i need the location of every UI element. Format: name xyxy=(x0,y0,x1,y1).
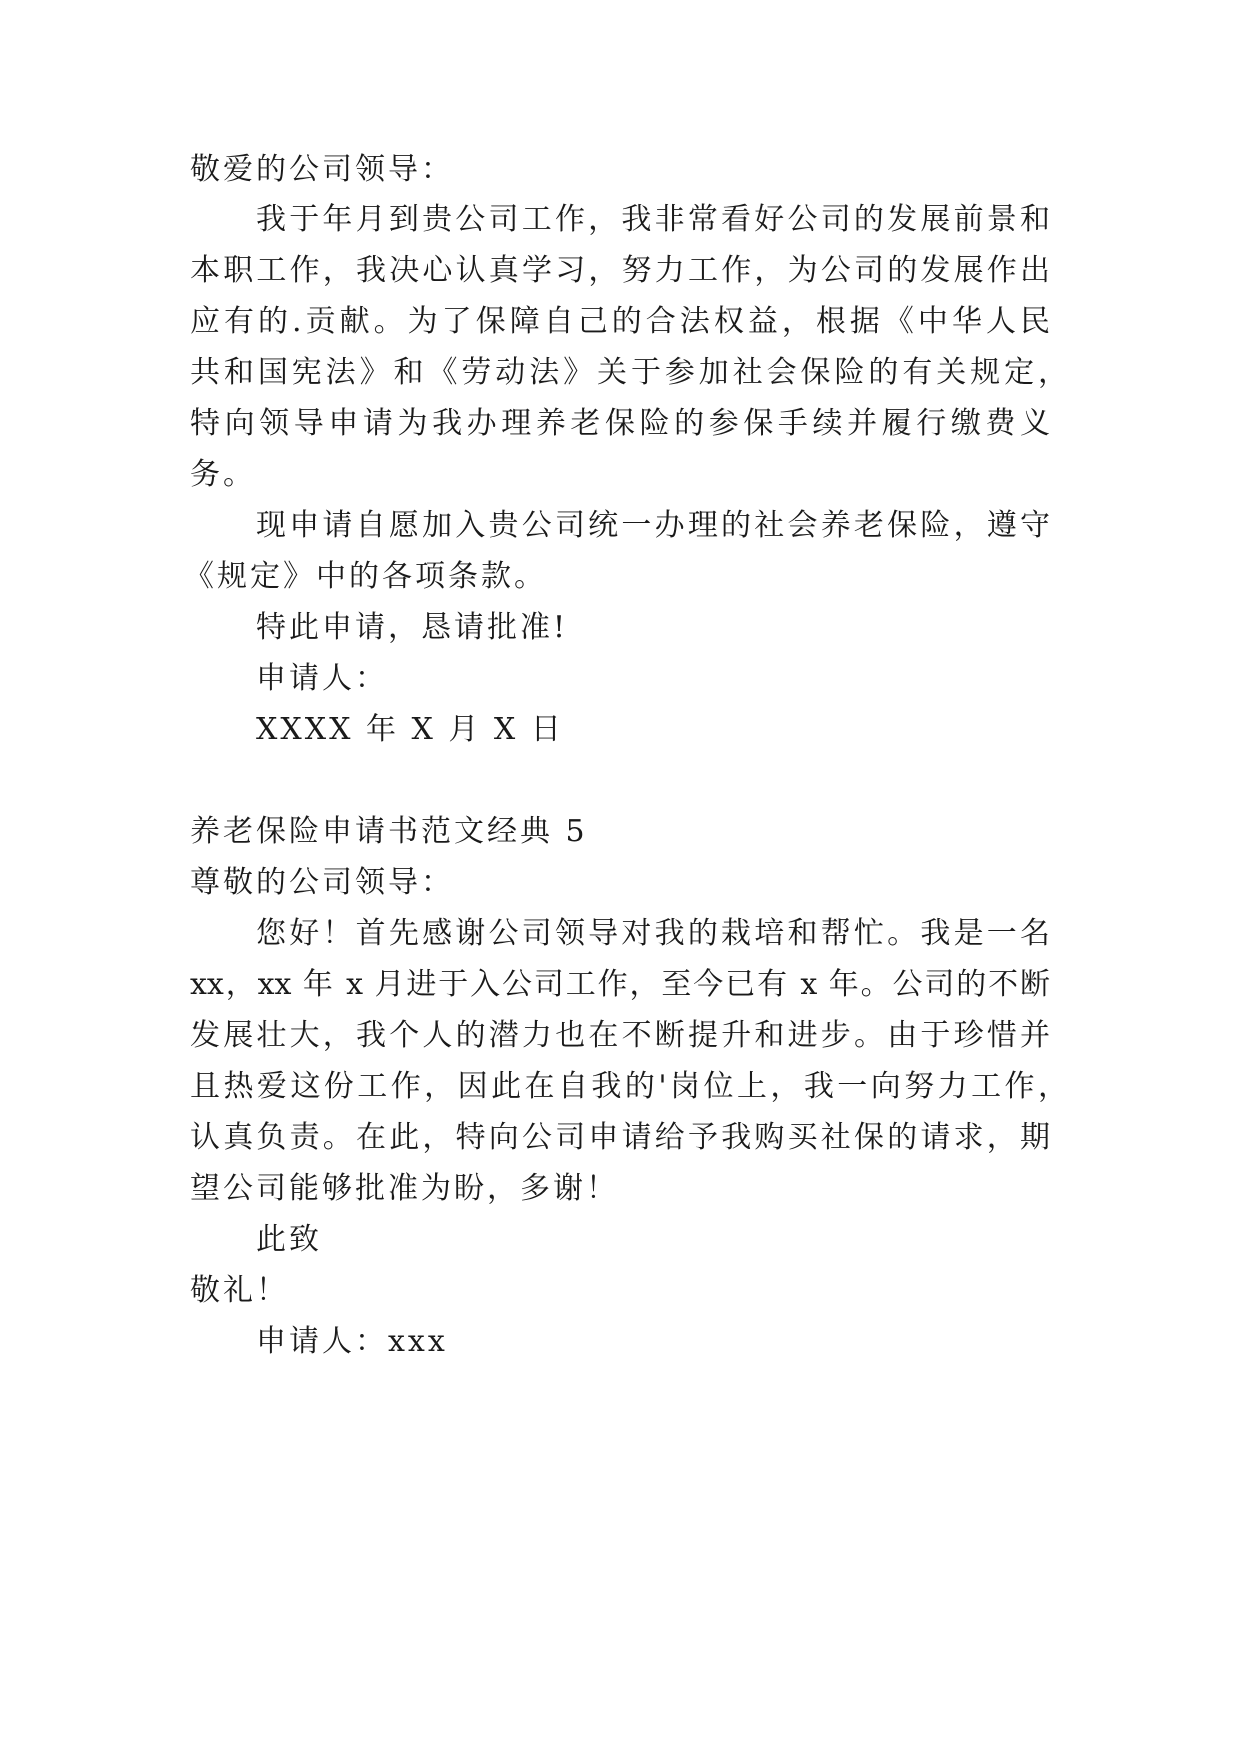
letter2-para1-line: xx，xx 年 x 月进于入公司工作，至今已有 x 年。公司的不断 xyxy=(190,967,1050,1002)
letter2-title: 养老保险申请书范文经典 5 xyxy=(190,814,588,849)
letter2-regards-2: 敬礼！ xyxy=(190,1273,289,1308)
letter1-para1-line: 务。 xyxy=(190,457,256,492)
letter2-para1-line: 您好！首先感谢公司领导对我的栽培和帮忙。我是一名 xyxy=(256,916,1050,951)
letter1-para2-line: 《规定》中的各项条款。 xyxy=(184,559,547,594)
letter1-para1-line: 共和国宪法》和《劳动法》关于参加社会保险的有关规定， xyxy=(190,355,1068,390)
letter1-para1-line: 本职工作，我决心认真学习，努力工作，为公司的发展作出 xyxy=(190,253,1050,288)
letter2-regards-1: 此致 xyxy=(256,1222,322,1257)
letter1-para2-line: 现申请自愿加入贵公司统一办理的社会养老保险，遵守 xyxy=(256,508,1050,543)
letter1-para1-line: 我于年月到贵公司工作，我非常看好公司的发展前景和 xyxy=(256,202,1050,237)
letter1-date: XXXX 年 X 月 X 日 xyxy=(256,712,564,747)
letter2-salutation: 尊敬的公司领导： xyxy=(190,865,454,900)
letter1-applicant: 申请人： xyxy=(256,661,388,696)
letter1-para1-line: 应有的.贡献。为了保障自己的合法权益，根据《中华人民 xyxy=(190,304,1050,339)
letter2-para1-line: 发展壮大，我个人的潜力也在不断提升和进步。由于珍惜并 xyxy=(190,1018,1050,1053)
letter2-para1-line: 望公司能够批准为盼，多谢！ xyxy=(190,1171,619,1206)
letter1-para1-line: 特向领导申请为我办理养老保险的参保手续并履行缴费义 xyxy=(190,406,1050,441)
letter1-salutation: 敬爱的公司领导： xyxy=(190,152,454,187)
letter2-applicant: 申请人：xxx xyxy=(256,1324,448,1359)
letter1-closing: 特此申请，恳请批准! xyxy=(256,610,569,645)
letter2-para1-line: 认真负责。在此，特向公司申请给予我购买社保的请求，期 xyxy=(190,1120,1050,1155)
letter2-para1-line: 且热爱这份工作，因此在自我的'岗位上，我一向努力工作， xyxy=(190,1069,1068,1104)
